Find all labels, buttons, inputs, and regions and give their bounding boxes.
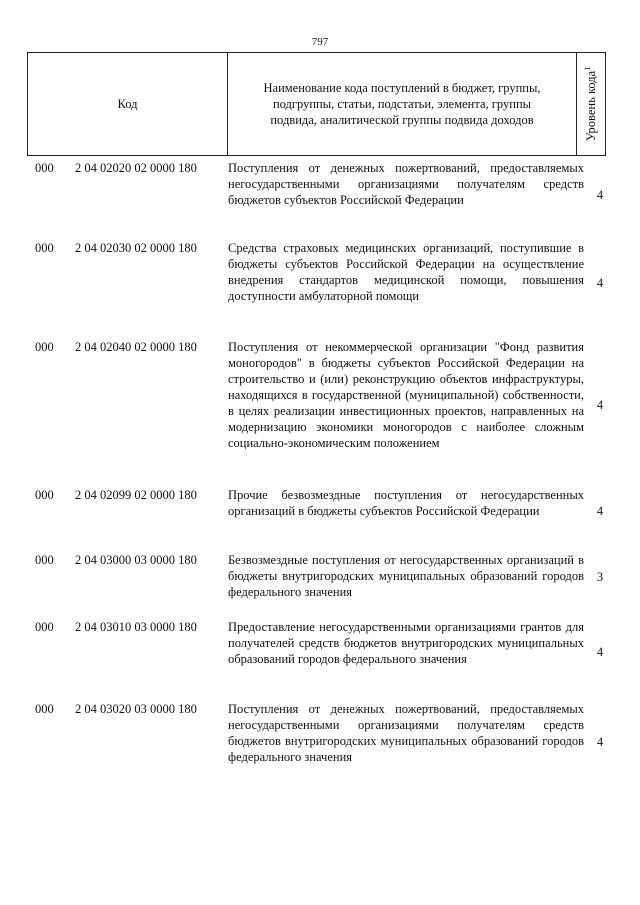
row-code: 2 04 02099 02 0000 180 — [75, 488, 197, 502]
row-name: Прочие безвозмездные поступления от негосударственных организаций в бюджеты субъектов Российской Федерации — [228, 488, 584, 518]
row-prefix: 000 — [35, 553, 54, 567]
row-name: Поступления от денежных пожертвований, предоставляемых негосударственными организациями получателям средств бюджетов внутригородских муниципальных образований городов федерального значения — [228, 702, 584, 764]
row-name: Средства страховых медицинских организаций, поступившие в бюджеты субъектов Российской Федерации на осуществление внедрения стандартов медицинской помощи, повышения доступности амбулаторной помощи — [228, 241, 584, 303]
header-level-cell — [577, 53, 605, 155]
row-prefix: 000 — [35, 340, 54, 354]
row-level: 4 — [596, 645, 604, 659]
row-code: 2 04 02040 02 0000 180 — [75, 340, 197, 354]
row-code: 2 04 03010 03 0000 180 — [75, 620, 197, 634]
row-code: 2 04 03000 03 0000 180 — [75, 553, 197, 567]
header-code-label: Код — [28, 53, 228, 155]
row-level: 3 — [596, 570, 604, 584]
header-name-label: Наименование кода поступлений в бюджет, группы, подгруппы, статьи, подстатьи, элемента, группы подвида, аналитической группы подвида доходов — [228, 53, 577, 155]
row-prefix: 000 — [35, 488, 54, 502]
row-code: 2 04 02020 02 0000 180 — [75, 161, 197, 175]
row-level: 4 — [596, 188, 604, 202]
row-level: 4 — [596, 398, 604, 412]
table-header — [27, 52, 606, 156]
header-level-label — [583, 67, 599, 141]
row-name: Поступления от некоммерческой организации "Фонд развития моногородов" в бюджеты субъектов Российской Федерации на строительство и (или) реконструкцию объектов инфраструктуры, находящихся в государственной (муниципальной) собственности, в целях реализации инвестиционных проектов, направленных на модернизацию экономики моногородов с наиболее сложным социально-экономическим положением — [228, 340, 584, 450]
row-prefix: 000 — [35, 241, 54, 255]
header-level-text: Уровень кода — [584, 70, 599, 142]
header-level-footnote: 1 — [582, 66, 592, 71]
row-prefix: 000 — [35, 702, 54, 716]
row-level: 4 — [596, 735, 604, 749]
row-name: Поступления от денежных пожертвований, предоставляемых негосударственными организациями получателям средств бюджетов субъектов Российской Федерации — [228, 161, 584, 207]
row-level: 4 — [596, 504, 604, 518]
row-prefix: 000 — [35, 620, 54, 634]
row-name: Предоставление негосударственными организациями грантов для получателей средств бюджетов внутригородских муниципальных образований городов федерального значения — [228, 620, 584, 666]
row-level: 4 — [596, 276, 604, 290]
row-code: 2 04 03020 03 0000 180 — [75, 702, 197, 716]
row-prefix: 000 — [35, 161, 54, 175]
row-code: 2 04 02030 02 0000 180 — [75, 241, 197, 255]
page-number: 797 — [311, 36, 329, 48]
row-name: Безвозмездные поступления от негосударственных организаций в бюджеты внутригородских муниципальных образований городов федерального значения — [228, 553, 584, 599]
